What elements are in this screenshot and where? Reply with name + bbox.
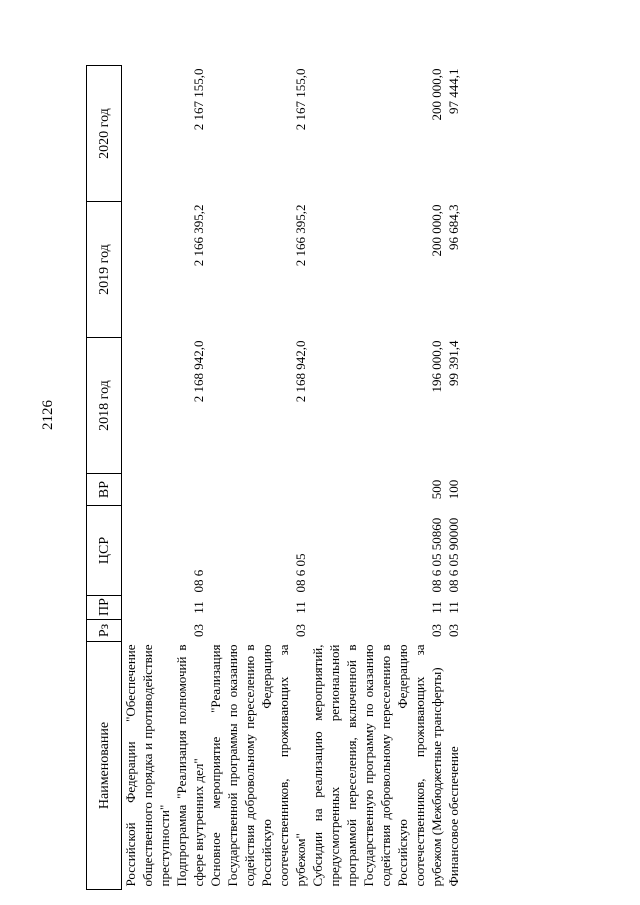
row-vr	[207, 474, 309, 506]
row-pr: 11	[191, 601, 206, 614]
row-csr	[122, 506, 174, 596]
header-rz: Рз	[87, 620, 122, 642]
table-row	[122, 66, 174, 890]
row-vr	[173, 474, 207, 506]
row-csr: 08 6 05 90000	[446, 517, 461, 593]
row-2019: 2 166 395,2	[191, 204, 206, 267]
table-row	[309, 66, 445, 890]
table-header-row	[87, 66, 122, 890]
rotated-page-content	[86, 65, 616, 890]
row-rz: 03	[293, 624, 308, 637]
row-pr: 11	[446, 601, 461, 614]
row-vr: 500	[429, 479, 444, 500]
header-name: Наименование	[87, 642, 122, 890]
row-2018: 2 168 942,0	[293, 340, 308, 403]
header-2018: 2018 год	[87, 338, 122, 474]
row-csr: 08 6 05	[293, 553, 308, 593]
row-name: Российской Федерации "Обеспечение общественного порядка и противодействие преступности"	[123, 644, 172, 887]
row-rz: 03	[429, 624, 444, 637]
row-2018	[122, 338, 174, 474]
row-name: Финансовое обеспечение	[446, 746, 461, 887]
row-2018: 99 391,4	[446, 340, 461, 386]
row-rz: 03	[191, 624, 206, 637]
row-vr	[122, 474, 174, 506]
row-2018: 196 000,0	[429, 340, 444, 393]
row-2020: 2 167 155,0	[293, 68, 308, 131]
row-pr: 11	[293, 601, 308, 614]
row-vr: 100	[446, 479, 461, 500]
row-name: Субсидии на реализацию мероприятий, предусмотренных региональной программой переселения, включенной в Государственную программу по оказанию содействия добровольному переселению в Российскую Федерацию соотечественников, проживающих за рубежом (Межбюджетные трансферты)	[310, 644, 444, 887]
row-csr: 08 6 05 50860	[429, 517, 444, 593]
page-number: 2126	[40, 400, 56, 430]
row-2020: 2 167 155,0	[191, 68, 206, 131]
table-row	[445, 66, 462, 890]
header-vr: ВР	[87, 474, 122, 506]
header-2020: 2020 год	[87, 66, 122, 202]
table-row	[207, 66, 309, 890]
row-2019	[122, 202, 174, 338]
row-2020: 97 444,1	[446, 68, 461, 114]
row-pr: 11	[429, 601, 444, 614]
budget-table	[86, 65, 462, 890]
row-name: Подпрограмма "Реализация полномочий в сфере внутренних дел"	[174, 644, 206, 887]
row-2018: 2 168 942,0	[191, 340, 206, 403]
table-row	[173, 66, 207, 890]
row-2019: 200 000,0	[429, 204, 444, 257]
row-2020: 200 000,0	[429, 68, 444, 121]
row-2019: 96 684,3	[446, 204, 461, 250]
header-2019: 2019 год	[87, 202, 122, 338]
row-name: Основное мероприятие "Реализация Государственной программы по оказанию содействия добровольному переселению в Российскую Федерацию соотечественников, проживающих за рубежом"	[208, 644, 308, 887]
row-2019: 2 166 395,2	[293, 204, 308, 267]
row-csr: 08 6	[191, 569, 206, 593]
row-rz	[122, 620, 174, 642]
row-pr	[122, 596, 174, 620]
row-2020	[122, 66, 174, 202]
header-pr: ПР	[87, 596, 122, 620]
row-rz: 03	[446, 624, 461, 637]
header-csr: ЦСР	[87, 506, 122, 596]
